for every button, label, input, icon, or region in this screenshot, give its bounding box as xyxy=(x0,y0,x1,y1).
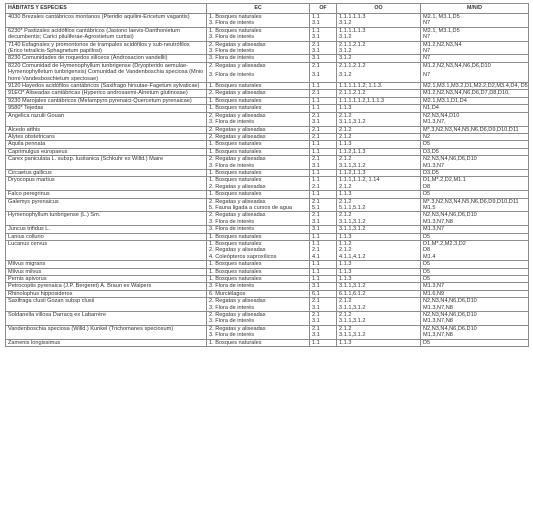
habitat-species-name: Aquila pennata xyxy=(6,141,207,148)
habitat-species-name: Vandenboschia speciosa (Willd.) Kunkel (Trichomanes speciosum) xyxy=(6,325,207,339)
ec-cell: 2. Regatas y aliseadas xyxy=(207,184,310,191)
ec-cell: 1. Bosques naturales xyxy=(207,14,310,21)
table-row xyxy=(6,191,529,198)
ec-cell: 2. Regatas y aliseadas xyxy=(207,62,310,72)
table-row xyxy=(6,97,529,104)
of-cell: 4.1 xyxy=(310,254,337,261)
oo-cell: 1.1.3 xyxy=(337,191,421,198)
ec-cell: 4. Coleópteros saproxílicos xyxy=(207,254,310,261)
ec-cell: 1. Bosques naturales xyxy=(207,191,310,198)
of-cell: 2.1 xyxy=(310,156,337,163)
oo-cell: 2.1.1.2.1.2 xyxy=(337,41,421,48)
mnd-cell: M1.3,N7 xyxy=(421,163,529,170)
oo-cell: 2.1.2 xyxy=(337,133,421,140)
oo-cell: 3.1.2 xyxy=(337,20,421,27)
mnd-cell: N7 xyxy=(421,48,529,55)
ec-cell: 1. Bosques naturales xyxy=(207,177,310,184)
document-page xyxy=(5,3,528,347)
mnd-cell: N7 xyxy=(421,72,529,82)
ec-cell: 1. Bosques naturales xyxy=(207,83,310,90)
mnd-cell: N2,N3,N4,N6,D6,D10 xyxy=(421,298,529,305)
oo-cell: 2.1.2 xyxy=(337,212,421,219)
of-cell: 1.1 xyxy=(310,97,337,104)
oo-cell: 3.1.2 xyxy=(337,34,421,41)
of-cell: 3.1 xyxy=(310,283,337,290)
ec-cell: 1. Bosques naturales xyxy=(207,169,310,176)
oo-cell: 1.1.1,1.1.2, 1.14 xyxy=(337,177,421,184)
ec-cell: 3. Flora de interés xyxy=(207,48,310,55)
table-row xyxy=(6,55,529,62)
ec-cell: 3. Flora de interés xyxy=(207,318,310,325)
table-row xyxy=(6,226,529,233)
of-cell: 1.1 xyxy=(310,83,337,90)
oo-cell: 1.1.2,1.1.3 xyxy=(337,169,421,176)
oo-cell: 1.1.1.1.1.3 xyxy=(337,27,421,34)
oo-cell: 1.1.3 xyxy=(337,276,421,283)
ec-cell: 5. Fauna ligada a cursos de agua xyxy=(207,205,310,212)
mnd-cell: M1.2,N2,N3,N4,N6,D6,D10 xyxy=(421,62,529,72)
ec-cell: 1. Bosques naturales xyxy=(207,261,310,268)
ec-cell: 1. Bosques naturales xyxy=(207,268,310,275)
header-ec: EC xyxy=(207,4,310,14)
habitat-species-name: Petrocoptis pyrenaica (J.P. Bergeret) A. Braun ex Walpers xyxy=(6,283,207,290)
table-header-row xyxy=(6,4,529,14)
mnd-cell: D8 xyxy=(421,247,529,253)
mnd-cell: M1.3,N7,N8 xyxy=(421,332,529,339)
ec-cell: 1. Bosques naturales xyxy=(207,233,310,240)
of-cell: 6.1 xyxy=(310,290,337,297)
oo-cell: 3.1.1,3.1.2 xyxy=(337,332,421,339)
mnd-cell: M1.3,N7,N8 xyxy=(421,219,529,226)
oo-cell: 3.1.1,3.1.2 xyxy=(337,305,421,312)
mnd-cell: N2,N3,N4,N6,D6,D10 xyxy=(421,212,529,219)
ec-cell: 2. Regatas y aliseadas xyxy=(207,126,310,133)
oo-cell: 2.1.2 xyxy=(337,126,421,133)
mnd-cell: N2,N3,N4,N6,D6,D10 xyxy=(421,156,529,163)
habitat-species-name: Circaetus gallicus xyxy=(6,169,207,176)
of-cell: 2.1 xyxy=(310,325,337,332)
ec-cell: 2. Regatas y aliseadas xyxy=(207,312,310,319)
oo-cell: 3.1.1,3.1.2 xyxy=(337,283,421,290)
ec-cell: 3. Flora de interés xyxy=(207,163,310,170)
of-cell: 3.1 xyxy=(310,163,337,170)
oo-cell: 2.1.1.2.1.2 xyxy=(337,62,421,72)
ec-cell: 2. Regatas y aliseadas xyxy=(207,198,310,205)
table-row xyxy=(6,83,529,90)
mnd-cell: N1,D4 xyxy=(421,105,529,112)
mnd-cell: N2,N3,N4,N6,D6,D10 xyxy=(421,325,529,332)
table-row xyxy=(6,112,529,119)
of-cell: 2.1 xyxy=(310,198,337,205)
mnd-cell: N7 xyxy=(421,34,529,41)
of-cell: 1.1 xyxy=(310,233,337,240)
header-habitats-species: HÁBITATS Y ESPECIES xyxy=(6,4,207,14)
table-row xyxy=(6,312,529,319)
oo-cell: 2.1.2 xyxy=(337,198,421,205)
mnd-cell: M1.3,N7 xyxy=(421,226,529,233)
oo-cell: 3.1.1,3.1.2 xyxy=(337,318,421,325)
mnd-cell: M1.3,N7 xyxy=(421,283,529,290)
mnd-cell: M2.1,M3.1,D1,D4 xyxy=(421,97,529,104)
mnd-cell: D5 xyxy=(421,276,529,283)
of-cell: 1.1 xyxy=(310,148,337,155)
of-cell: 3.1 xyxy=(310,219,337,226)
habitat-species-name: Soldanella villosa Darracq ex Labarrère xyxy=(6,312,207,326)
ec-cell: 1. Bosques naturales xyxy=(207,97,310,104)
of-cell: 2.1 xyxy=(310,312,337,319)
mnd-cell: M1.3,N7, xyxy=(421,119,529,126)
oo-cell: 5.1.1,5.1.2 xyxy=(337,205,421,212)
oo-cell: 2.1.2 xyxy=(337,156,421,163)
mnd-cell: D3,D5 xyxy=(421,148,529,155)
ec-cell: 3. Flora de interés xyxy=(207,332,310,339)
oo-cell: 3.1.1,3.1.2 xyxy=(337,163,421,170)
habitat-species-name: 6230* Pastizales acidófilos cantábricos (Jasiono laevis-Danthonietum decumbentis; Carici piluliferae-Agrostietum curtisii) xyxy=(6,27,207,41)
of-cell: 2.1 xyxy=(310,62,337,72)
ec-cell: 6. Murciélagos xyxy=(207,290,310,297)
table-row xyxy=(6,141,529,148)
ec-cell: 3. Flora de interés xyxy=(207,219,310,226)
oo-cell: 1.1.1.1.1.2,1.1.1.3 xyxy=(337,97,421,104)
habitat-species-name: 91EO* Aliseadas cantábricas (Hyperico androsaemi-Alnetum glutinosae) xyxy=(6,90,207,97)
header-oo: OO xyxy=(337,4,421,14)
ec-cell: 1. Bosques naturales xyxy=(207,148,310,155)
table-row xyxy=(6,339,529,346)
mnd-cell: N2 xyxy=(421,133,529,140)
table-row xyxy=(6,90,529,97)
habitat-species-name: Saxifraga clusii Gozan subsp clusii xyxy=(6,298,207,312)
habitat-species-name: 7140 Esfagnales y promontorios de trampales acidófilos y sub-neutrófilos (Erico tetralicis-Sphagnetum papillosi) xyxy=(6,41,207,55)
of-cell: 2.1 xyxy=(310,112,337,119)
table-row xyxy=(6,105,529,112)
oo-cell: 2.1.2 xyxy=(337,184,421,191)
habitat-species-name: Alcedo atthis xyxy=(6,126,207,133)
table-row xyxy=(6,27,529,34)
table-row xyxy=(6,177,529,184)
mnd-cell: N2,N3,N4,D10 xyxy=(421,112,529,119)
oo-cell: 2.1.2 xyxy=(337,312,421,319)
table-row xyxy=(6,261,529,268)
table-row xyxy=(6,233,529,240)
of-cell: 2.1 xyxy=(310,90,337,97)
header-mnd: M/N/D xyxy=(421,4,529,14)
oo-cell: 1.1.1.1.1.2, 1.1.3. xyxy=(337,83,421,90)
oo-cell: 1.1.3 xyxy=(337,233,421,240)
mnd-cell: D5 xyxy=(421,233,529,240)
mnd-cell: D3,D5 xyxy=(421,169,529,176)
habitat-species-name: Lanius collurio xyxy=(6,233,207,240)
habitats-species-table xyxy=(5,3,529,347)
ec-cell: 1. Bosques naturales xyxy=(207,27,310,34)
oo-cell: 3.1.2 xyxy=(337,72,421,82)
mnd-cell: M1.6,N9 xyxy=(421,290,529,297)
habitat-species-name: Rhinolophus hipposideros xyxy=(6,290,207,297)
ec-cell: 2. Regatas y aliseadas xyxy=(207,298,310,305)
ec-cell: 3. Flora de interés xyxy=(207,283,310,290)
oo-cell: 3.1.1,3.1.2 xyxy=(337,119,421,126)
habitat-species-name: 4030 Brezales cantábricos montanos (Pteridio aquilini-Ericetum vagantis) xyxy=(6,14,207,28)
mnd-cell: D1,M*.2,M2.3,D2 xyxy=(421,241,529,248)
oo-cell: 3.1.2 xyxy=(337,55,421,62)
table-row xyxy=(6,298,529,305)
oo-cell: 1.1.3 xyxy=(337,105,421,112)
oo-cell: 1.1.3 xyxy=(337,261,421,268)
of-cell: 2.1 xyxy=(310,133,337,140)
of-cell: 1.1 xyxy=(310,141,337,148)
habitat-species-name: Hymenophyllum tunbrigense (L.) Sm. xyxy=(6,212,207,226)
of-cell: 1.1 xyxy=(310,241,337,248)
table-row xyxy=(6,126,529,133)
oo-cell: 1.1.3 xyxy=(337,339,421,346)
table-row xyxy=(6,241,529,248)
of-cell: 2.1 xyxy=(310,126,337,133)
mnd-cell: N2,N3,N4,N6,D6,D10 xyxy=(421,312,529,319)
table-row xyxy=(6,283,529,290)
table-row xyxy=(6,156,529,163)
habitat-species-name: Milvus milvus xyxy=(6,268,207,275)
table-row xyxy=(6,198,529,205)
mnd-cell: M1.2,N2,N3,N4 xyxy=(421,41,529,48)
oo-cell: 2.1.2 xyxy=(337,298,421,305)
table-row xyxy=(6,133,529,140)
ec-cell: 2. Regatas y aliseadas xyxy=(207,212,310,219)
oo-cell: 3.1.2 xyxy=(337,48,421,55)
mnd-cell: N7 xyxy=(421,20,529,27)
of-cell: 3.1 xyxy=(310,34,337,41)
habitat-species-name: Zamenis longissimus xyxy=(6,339,207,346)
mnd-cell: M1.3,N7,N8 xyxy=(421,318,529,325)
ec-cell: 3. Flora de interés xyxy=(207,119,310,126)
oo-cell: 1.1.3 xyxy=(337,268,421,275)
of-cell: 1.1 xyxy=(310,27,337,34)
mnd-cell: M*.3,N2,N3,N4,N5,N6,D6,D9,D10,D11 xyxy=(421,198,529,205)
table-row xyxy=(6,62,529,72)
of-cell: 1.1 xyxy=(310,177,337,184)
oo-cell: 1.1.3 xyxy=(337,141,421,148)
ec-cell: 3. Flora de interés xyxy=(207,55,310,62)
habitat-species-name: Falco peregrinus xyxy=(6,191,207,198)
habitat-species-name: Juncus trifidus L. xyxy=(6,226,207,233)
mnd-cell: M1.2,N2,N3,N4,N6,D6,D7,D8,D10, xyxy=(421,90,529,97)
of-cell: 3.1 xyxy=(310,305,337,312)
of-cell: 2.1 xyxy=(310,247,337,253)
habitat-species-name: 8220 Comunidad de Hymenophyllum tunbrigense (Dryopterido aemulae-Hymenophylletum tunbrigensis) Comunidad de Vandenboschia speciosa (Mnio horni-Vandesboschietum speciosae) xyxy=(6,62,207,82)
table-row xyxy=(6,148,529,155)
habitat-species-name: Lucanus cervus xyxy=(6,241,207,261)
habitat-species-name: Dryocopus martius xyxy=(6,177,207,191)
oo-cell: 1.1.1.1.1.3 xyxy=(337,14,421,21)
of-cell: 2.1 xyxy=(310,184,337,191)
ec-cell: 2. Regatas y aliseadas xyxy=(207,133,310,140)
ec-cell: 2. Regatas y aliseadas xyxy=(207,112,310,119)
of-cell: 3.1 xyxy=(310,332,337,339)
habitat-species-name: Carex paniculata L. subsp. lusitanica (Schkuhr ex Willd.) Maire xyxy=(6,156,207,170)
table-row xyxy=(6,14,529,21)
habitat-species-name: Alytes obstetricans xyxy=(6,133,207,140)
ec-cell: 3. Flora de interés xyxy=(207,34,310,41)
table-body xyxy=(6,14,529,347)
ec-cell: 2. Regatas y aliseadas xyxy=(207,90,310,97)
table-row xyxy=(6,325,529,332)
habitat-species-name: Angelica razulii Gouan xyxy=(6,112,207,126)
ec-cell: 1. Bosques naturales xyxy=(207,276,310,283)
of-cell: 2.1 xyxy=(310,212,337,219)
of-cell: 3.1 xyxy=(310,72,337,82)
table-row xyxy=(6,268,529,275)
mnd-cell: M1.3,N7,N8 xyxy=(421,305,529,312)
mnd-cell: D5 xyxy=(421,268,529,275)
table-row xyxy=(6,41,529,48)
oo-cell: 3.1.1,3.1.2 xyxy=(337,226,421,233)
ec-cell: 3. Flora de interés xyxy=(207,72,310,82)
mnd-cell: M1.5 xyxy=(421,205,529,212)
table-row xyxy=(6,290,529,297)
oo-cell: 2.1.2 xyxy=(337,112,421,119)
mnd-cell: M2.1, M3.1,D5 xyxy=(421,14,529,21)
ec-cell: 2. Regatas y aliseadas xyxy=(207,247,310,253)
habitat-species-name: Pernis apivorus xyxy=(6,276,207,283)
ec-cell: 3. Flora de interés xyxy=(207,226,310,233)
ec-cell: 2. Regatas y aliseadas xyxy=(207,41,310,48)
of-cell: 2.1 xyxy=(310,298,337,305)
of-cell: 1.1 xyxy=(310,339,337,346)
habitat-species-name: 9580* Tejedas xyxy=(6,105,207,112)
habitat-species-name: 9120 Hayedos acidófilos cantábricos (Saxifrago hirsutae-Fagetum sylvaticae) xyxy=(6,83,207,90)
of-cell: 1.1 xyxy=(310,105,337,112)
oo-cell: 4.1.1,4.1.2 xyxy=(337,254,421,261)
table-row xyxy=(6,169,529,176)
ec-cell: 3. Flora de interés xyxy=(207,305,310,312)
habitat-species-name: Caprimulgus europaeus xyxy=(6,148,207,155)
mnd-cell: D8 xyxy=(421,184,529,191)
of-cell: 3.1 xyxy=(310,119,337,126)
ec-cell: 1. Bosques naturales xyxy=(207,141,310,148)
ec-cell: 1. Bosques naturales xyxy=(207,241,310,248)
mnd-cell: M*.3,N2,N3,N4,N5,N6,D6,D9,D10,D11 xyxy=(421,126,529,133)
oo-cell: 2.1.1.2.1.2 xyxy=(337,90,421,97)
of-cell: 3.1 xyxy=(310,226,337,233)
oo-cell: 6.1.1,6.1.2 xyxy=(337,290,421,297)
habitat-species-name: 8230 Comunidades de roquedos silíceos (Androsacion vandellii) xyxy=(6,55,207,62)
mnd-cell: D5 xyxy=(421,141,529,148)
of-cell: 1.1 xyxy=(310,261,337,268)
of-cell: 3.1 xyxy=(310,48,337,55)
mnd-cell: M2.1,M3.1,M3.2,D1,M2.2,D2,M3.4,D4, D5 xyxy=(421,83,529,90)
table-row xyxy=(6,212,529,219)
mnd-cell: D5 xyxy=(421,261,529,268)
of-cell: 1.1 xyxy=(310,169,337,176)
of-cell: 3.1 xyxy=(310,318,337,325)
of-cell: 1.1 xyxy=(310,268,337,275)
oo-cell: 2.1.2 xyxy=(337,247,421,253)
table-row xyxy=(6,276,529,283)
of-cell: 5.1 xyxy=(310,205,337,212)
of-cell: 3.1 xyxy=(310,20,337,27)
mnd-cell: D1,M*.2,D2,M1.1 xyxy=(421,177,529,184)
habitat-species-name: Milvus migrans xyxy=(6,261,207,268)
of-cell: 2.1 xyxy=(310,41,337,48)
oo-cell: 2.1.2 xyxy=(337,325,421,332)
mnd-cell: N7 xyxy=(421,55,529,62)
oo-cell: 1.1.2,1.1.3 xyxy=(337,148,421,155)
header-of: OF xyxy=(310,4,337,14)
oo-cell: 3.1.1,3.1.2 xyxy=(337,219,421,226)
ec-cell: 1. Bosques naturales xyxy=(207,105,310,112)
habitat-species-name: 9230 Marojales cantábricos (Melampyro pyrenaici-Quercetum pyrenaicae) xyxy=(6,97,207,104)
ec-cell: 2. Regatas y aliseadas xyxy=(207,156,310,163)
of-cell: 1.1 xyxy=(310,276,337,283)
mnd-cell: D5 xyxy=(421,191,529,198)
ec-cell: 3. Flora de interés xyxy=(207,20,310,27)
mnd-cell: D5 xyxy=(421,339,529,346)
ec-cell: 1. Bosques naturales xyxy=(207,339,310,346)
of-cell: 1.1 xyxy=(310,14,337,21)
ec-cell: 2. Regatas y aliseadas xyxy=(207,325,310,332)
mnd-cell: M2.1, M3.1,D5 xyxy=(421,27,529,34)
of-cell: 3.1 xyxy=(310,55,337,62)
habitat-species-name: Galemys pyrenaicus xyxy=(6,198,207,212)
mnd-cell: M1.4 xyxy=(421,254,529,261)
of-cell: 1.1 xyxy=(310,191,337,198)
oo-cell: 1.1.2 xyxy=(337,241,421,248)
